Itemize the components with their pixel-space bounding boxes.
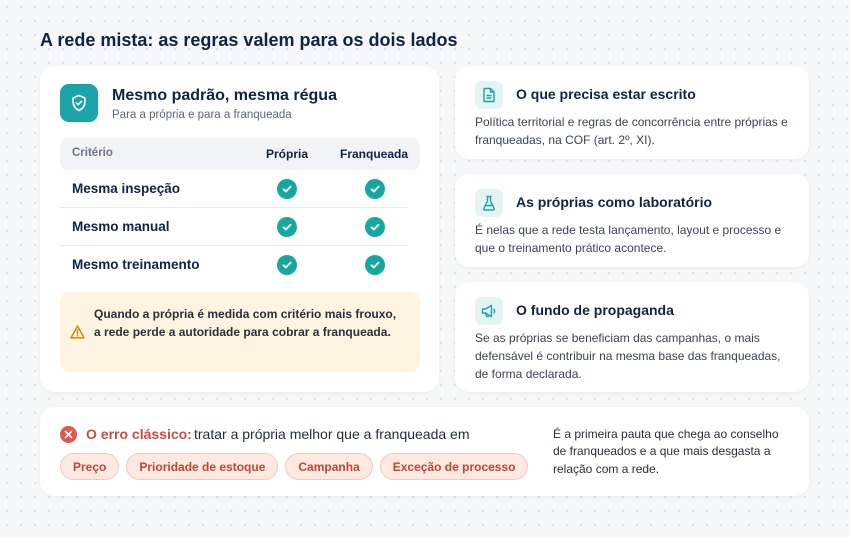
card-title: O que precisa estar escrito	[516, 86, 696, 102]
bottom-note: É a primeira pauta que chega ao conselho de franqueados e a que mais desgasta a relação com a rede.	[553, 427, 779, 476]
chip-prioridade-estoque: Prioridade de estoque	[126, 453, 278, 480]
table-row	[60, 208, 408, 246]
ad-fund-card	[455, 282, 809, 392]
chip-campanha: Campanha	[285, 453, 372, 480]
warning-triangle-icon	[70, 325, 85, 344]
standard-card	[40, 66, 439, 392]
chip-excecao-processo: Exceção de processo	[380, 453, 529, 480]
card-title: Mesmo padrão, mesma régua	[112, 87, 337, 104]
megaphone-icon	[475, 297, 503, 325]
column-header-propria: Própria	[266, 147, 309, 161]
check-icon	[365, 255, 385, 275]
page-title: A rede mista: as regras valem para os dois lados	[40, 30, 458, 50]
card-title: As próprias como laboratório	[516, 194, 713, 210]
shield-check-icon	[60, 84, 98, 122]
card-body: Política territorial e regras de concorrência entre próprias e franqueadas, na COF (art. 2º, XI).	[475, 115, 788, 147]
check-icon	[365, 217, 385, 237]
card-body: Se as próprias se beneficiam das campanhas, o mais defensável é contribuir na mesma base das franqueadas, de forma declarada.	[475, 331, 781, 381]
error-text: tratar a própria melhor que a franqueada em	[194, 426, 470, 442]
check-icon	[277, 179, 297, 199]
table-header	[60, 138, 420, 170]
error-label: O erro clássico:	[86, 426, 192, 442]
card-body: É nelas que a rede testa lançamento, layout e processo e que o treinamento prático acontece.	[475, 223, 782, 255]
check-icon	[277, 217, 297, 237]
column-header-franqueada: Franqueada	[340, 147, 409, 161]
classic-error-card	[40, 407, 809, 496]
row-label: Mesmo manual	[72, 219, 170, 234]
column-header-criterio: Critério	[72, 147, 113, 159]
check-icon	[277, 255, 297, 275]
row-label: Mesmo treinamento	[72, 257, 200, 272]
row-label: Mesma inspeção	[72, 181, 181, 196]
check-icon	[365, 179, 385, 199]
table-row	[60, 246, 408, 284]
card-title: O fundo de propaganda	[516, 302, 674, 318]
flask-icon	[475, 189, 503, 217]
warning-text: Quando a própria é medida com critério mais frouxo, a rede perde a autoridade para cobrar a franqueada.	[94, 307, 397, 339]
table-row	[60, 170, 408, 208]
laboratory-card	[455, 174, 809, 267]
document-icon	[475, 81, 503, 109]
error-x-icon	[60, 426, 77, 443]
written-rules-card	[455, 66, 809, 159]
chip-list	[60, 453, 528, 480]
warning-callout	[60, 292, 420, 372]
chip-preco: Preço	[60, 453, 119, 480]
card-subtitle: Para a própria e para a franqueada	[112, 109, 292, 121]
